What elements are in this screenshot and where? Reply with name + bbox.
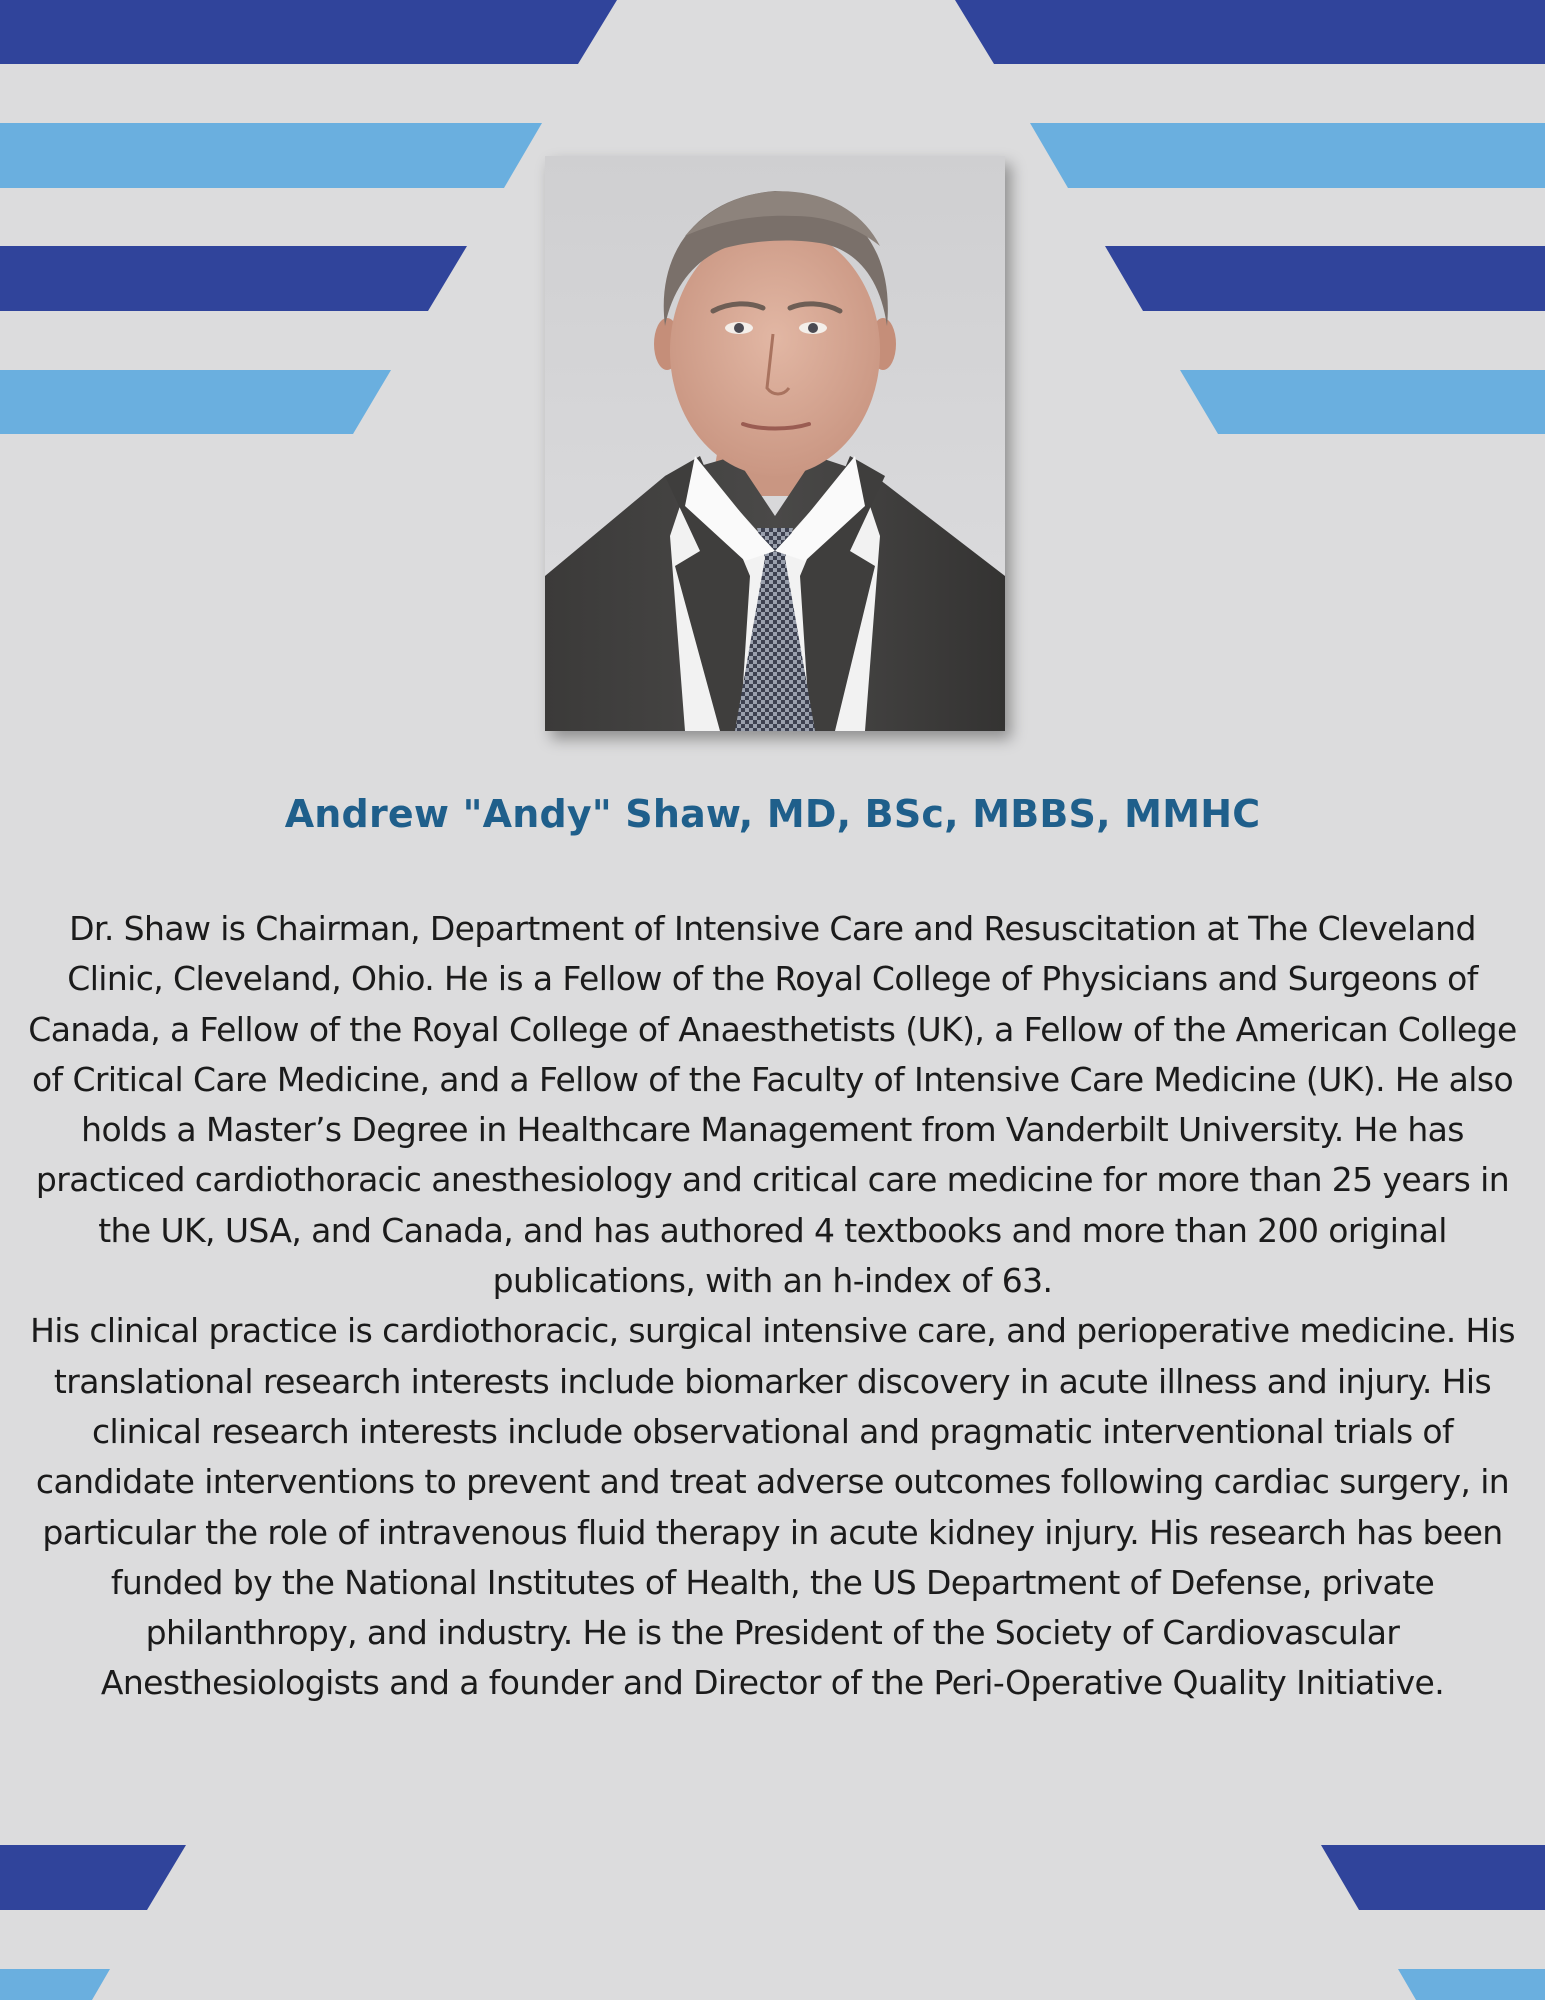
stripe-light-top-right-2 (1180, 370, 1545, 434)
stripe-dark-bottom-right (1321, 1845, 1545, 1910)
stripe-dark-top-right-1 (955, 0, 1545, 64)
stripe-dark-top-right-2 (1105, 246, 1545, 311)
speaker-bio (20, 904, 1525, 1709)
stripe-light-top-left-2 (0, 370, 391, 434)
stripe-dark-top-left-1 (0, 0, 617, 64)
bio-paragraph: His clinical practice is cardiothoracic, surgical intensive care, and perioperative medicine. His translational research interests include biomarker discovery in acute illness and injury. His clinical research interests include observational and pragmatic interventional trials of candidate interventions to prevent and treat adverse outcomes following cardiac surgery, in particular the role of intravenous fluid therapy in acute kidney injury. His research has been funded by the National Institutes of Health, the US Department of Defense, private philanthropy, and industry. He is the President of the Society of Cardiovascular Anesthesiologists and a founder and Director of the Peri-Operative Quality Initiative. (30, 1311, 1515, 1703)
bio-paragraph: Dr. Shaw is Chairman, Department of Intensive Care and Resuscitation at The Cleveland Clinic, Cleveland, Ohio. He is a Fellow of the Royal College of Physicians and Surgeons of Canada, a Fellow of the Royal College of Anaesthetists (UK), a Fellow of the American College of Critical Care Medicine, and a Fellow of the Faculty of Intensive Care Medicine (UK). He also holds a Master’s Degree in Healthcare Management from Vanderbilt University. He has practiced cardiothoracic anesthesiology and critical care medicine for more than 25 years in the UK, USA, and Canada, and has authored 4 textbooks and more than 200 original publications, with an h-index of 63. (28, 909, 1517, 1301)
stripe-light-bottom-right (1398, 1969, 1545, 2000)
stripe-light-top-right-1 (1030, 123, 1545, 188)
portrait-photo (545, 156, 1005, 731)
stripe-dark-top-left-2 (0, 246, 467, 311)
stripe-light-bottom-left (0, 1969, 110, 2000)
stripe-light-top-left-1 (0, 123, 542, 188)
speaker-name: Andrew "Andy" Shaw, MD, BSc, MBBS, MMHC (284, 792, 1261, 836)
stripe-dark-bottom-left (0, 1845, 186, 1910)
